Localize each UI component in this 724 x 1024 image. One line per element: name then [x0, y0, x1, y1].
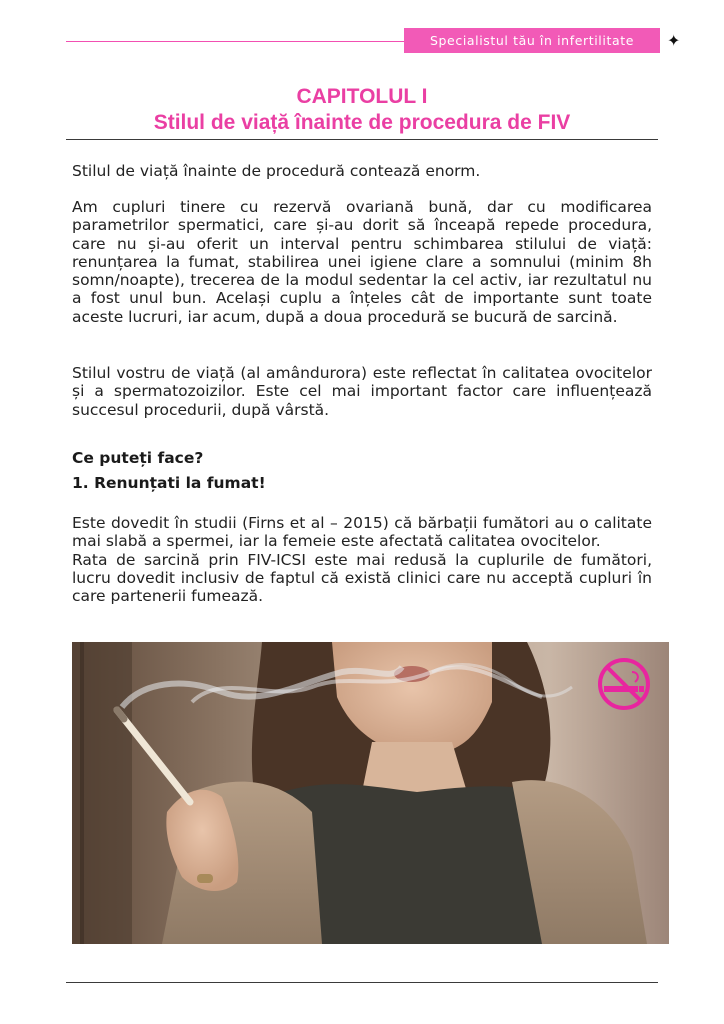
sparkle-icon: ✦ [667, 31, 681, 50]
paragraph-case: Am cupluri tinere cu rezervă ovariană bună, dar cu modificarea parametrilor spermatici, care și-au dorit să înceapă repede procedura, care nu și-au oferit un interval pentru schimbarea stilului de viață: renunțarea la fumat, stabilirea unei igiene clare a somnului (minim 8h somn/noapte), trecerea de la modul sedentar la cel activ, iar rezultatul nu a fost unul bun. Același cuplu a înțeles cât de importante sunt toate aceste lucruri, iar acum, după a doua procedură se bucură de sarcină. [72, 198, 652, 326]
section-heading: Ce puteți face? [72, 449, 204, 467]
paragraph-intro: Stilul de viață înainte de procedură contează enorm. [72, 162, 481, 180]
header-line [66, 41, 404, 42]
header-badge: Specialistul tău în infertilitate [404, 28, 660, 53]
chapter-title: Stilul de viață înainte de procedura de FIV [153, 111, 571, 134]
paragraph-lifestyle: Stilul vostru de viață (al amândurora) este reflectat în calitatea ovocitelor și a spermatozoizilor. Este cel mai important factor care influențează succesul procedurii, după vârstă. [72, 364, 652, 419]
smoking-photo [72, 642, 669, 944]
chapter-number: CAPITOLUL I [296, 85, 428, 108]
paragraph-smoking-study: Este dovedit în studii (Firns et al – 2015) că bărbații fumători au o calitate mai slabă a spermei, iar la femeie este afectată calitatea ovocitelor. [72, 514, 652, 551]
paragraph-smoking-rate: Rata de sarcină prin FIV-ICSI este mai redusă la cuplurile de fumători, lucru dovedit inclusiv de faptul că există clinici care nu acceptă cupluri în care partenerii fumează. [72, 550, 652, 606]
paragraph-smoking [72, 514, 652, 605]
step-heading: 1. Renunțati la fumat! [72, 474, 266, 492]
top-divider [66, 139, 658, 140]
smoking-photo-illustration [72, 642, 669, 944]
chapter-heading [66, 84, 658, 136]
bottom-divider [66, 982, 658, 983]
